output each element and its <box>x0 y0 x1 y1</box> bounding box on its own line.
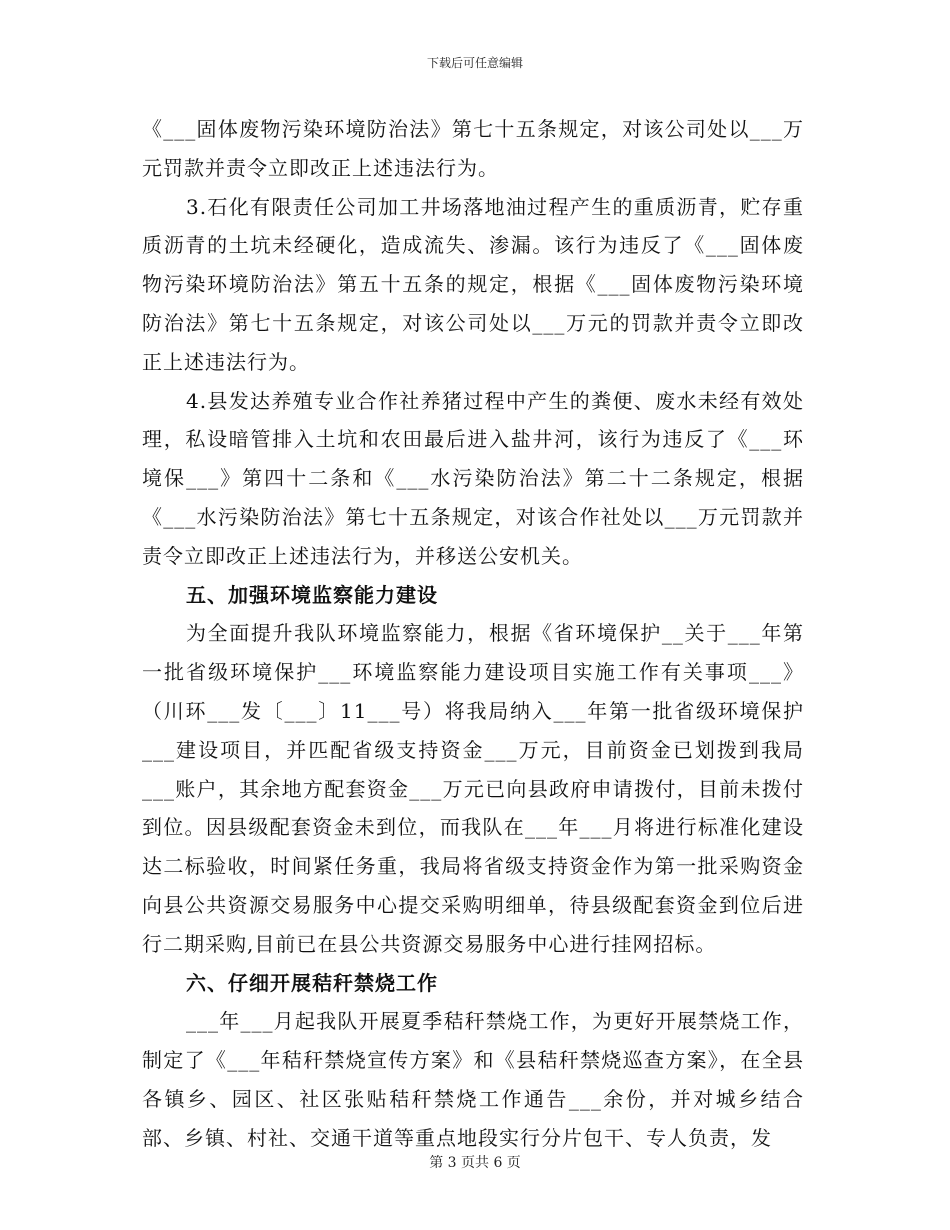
section-heading-5: 五、加强环境监察能力建设 <box>186 582 438 607</box>
document-body <box>142 110 804 1158</box>
paragraph-section-5: 为全面提升我队环境监察能力，根据《省环境保护__关于___年第一批省级环境保护___环境监察能力建设项目实施工作有关事项___》（川环___发〔___〕11___号）将我局纳入___年第一批省级环境保护___建设项目，并匹配省级支持资金___万元，目前资金已划拨到我局___账户，其余地方配套资金___万元已向县政府申请拨付，目前未拨付到位。因县级配套资金未到位，而我队在___年___月将进行标准化建设达二标验收，时间紧任务重，我局将省级支持资金作为第一批采购资金向县公共资源交易服务中心提交采购明细单，待县级配套资金到位后进行二期采购,目前已在县公共资源交易服务中心进行挂网招标。 <box>142 621 804 956</box>
paragraph-section-6: ___年___月起我队开展夏季秸秆禁烧工作，为更好开展禁烧工作，制定了《___年秸秆禁烧宣传方案》和《县秸秆禁烧巡查方案》，在全县各镇乡、园区、社区张贴秸秆禁烧工作通告___余份，并对城乡结合部、乡镇、村社、交通干道等重点地段实行分片包干、专人负责，发 <box>142 1009 804 1150</box>
section-heading-6: 六、仔细开展秸秆禁烧工作 <box>186 970 438 995</box>
paragraph-item-3: 3.石化有限责任公司加工井场落地油过程产生的重质沥青，贮存重质沥青的土坑未经硬化，造成流失、渗漏。该行为违反了《___固体废物污染环境防治法》第五十五条的规定，根据《___固体废物污染环境防治法》第七十五条规定，对该公司处以___万元的罚款并责令立即改正上述违法行为。 <box>142 194 804 374</box>
paragraph-item-4: 4.县发达养殖专业合作社养猪过程中产生的粪便、废水未经有效处理，私设暗管排入土坑和农田最后进入盐井河，该行为违反了《___环境保___》第四十二条和《___水污染防治法》第二十二条规定，根据《___水污染防治法》第七十五条规定，对该合作社处以___万元罚款并责令立即改正上述违法行为，并移送公安机关。 <box>142 388 804 568</box>
paragraph-penalty-continuation: 《___固体废物污染环境防治法》第七十五条规定，对该公司处以___万元罚款并责令立即改正上述违法行为。 <box>142 117 804 180</box>
page-footer: 第 3 页共 6 页 <box>429 1155 521 1171</box>
page-header: 下载后可任意编辑 <box>426 56 523 70</box>
